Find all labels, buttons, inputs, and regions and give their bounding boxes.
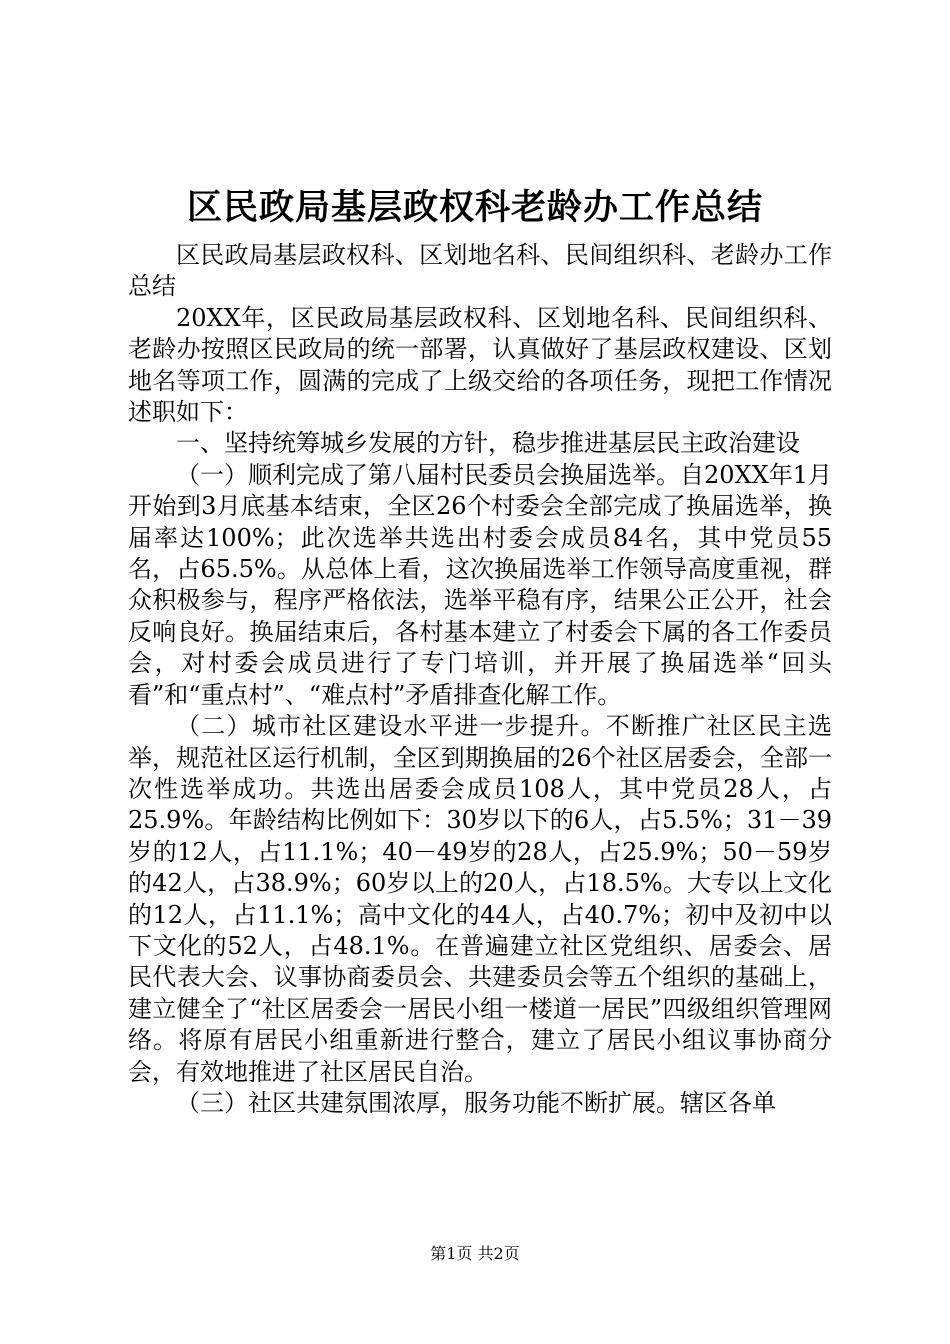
- paragraph-item-1: （一）顺利完成了第八届村民委员会换届选举。自20XX年1月开始到3月底基本结束，全区26个村委会全部完成了换届选举，换届率达100%；此次选举共选出村委会成员84名，其中党员55名，占65.5%。从总体上看，这次换届选举工作领导高度重视，群众积极参与，程序严格依法，选举平稳有序，结果公正公开，社会反响良好。换届结束后，各村基本建立了村委会下属的各工作委员会，对村委会成员进行了专门培训，并开展了换届选举“回头看”和“重点村”、“难点村”矛盾排查化解工作。: [128, 460, 832, 709]
- document-body: [128, 240, 832, 1119]
- paragraph-item-2: （二）城市社区建设水平进一步提升。不断推广社区民主选举，规范社区运行机制，全区到期换届的26个社区居委会，全部一次性选举成功。共选出居委会成员108人，其中党员28人，占25.9%。年龄结构比例如下：30岁以下的6人，占5.5%；31－39岁的12人，占11.1%；40－49岁的28人，占25.9%；50－59岁的42人，占38.9%；60岁以上的20人，占18.5%。大专以上文化的12人，占11.1%；高中文化的44人，占40.7%；初中及初中以下文化的52人，占48.1%。在普遍建立社区党组织、居委会、居民代表大会、议事协商委员会、共建委员会等五个组织的基础上，建立健全了“社区居委会一居民小组一楼道一居民”四级组织管理网络。将原有居民小组重新进行整合，建立了居民小组议事协商分会，有效地推进了社区居民自治。: [128, 712, 832, 1086]
- paragraph-intro: 20XX年，区民政局基层政权科、区划地名科、民间组织科、老龄办按照区民政局的统一部署，认真做好了基层政权建设、区划地名等项工作，圆满的完成了上级交给的各项任务，现把工作情况述职如下：: [128, 303, 832, 427]
- document-title: 区民政局基层政权科老龄办工作总结: [186, 187, 763, 228]
- page-footer: 第1页 共2页: [430, 1244, 520, 1263]
- paragraph-item-3: （三）社区共建氛围浓厚，服务功能不断扩展。辖区各单: [176, 1088, 776, 1117]
- section-heading-1: 一、坚持统筹城乡发展的方针，稳步推进基层民主政治建设: [176, 429, 800, 458]
- paragraph-subtitle: 区民政局基层政权科、区划地名科、民间组织科、老龄办工作总结: [128, 241, 832, 301]
